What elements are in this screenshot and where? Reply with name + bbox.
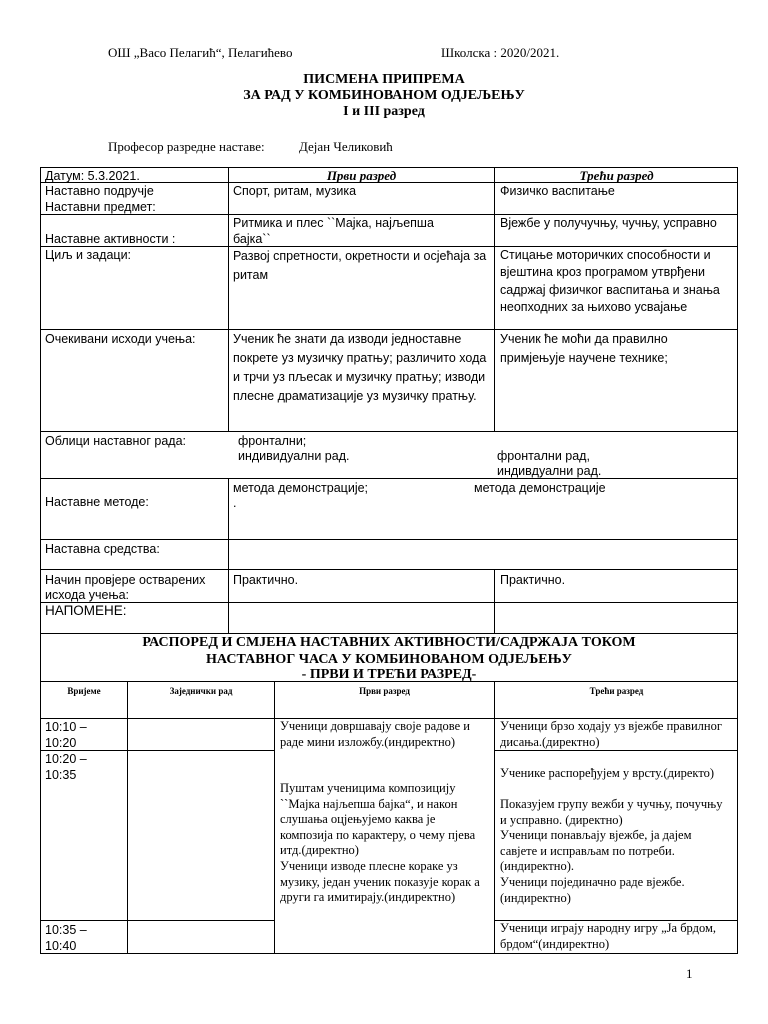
date-cell: Датум: 5.3.2021. <box>45 169 140 183</box>
grade3-activity-c: Показујем групу вежби у чучњу, почучњу и усправно. (директно) <box>500 797 723 827</box>
outcomes-grade3: Ученик ће моћи да правилно примјењује научене технике; <box>500 332 668 365</box>
check-label-line1: Начин провјере остварених <box>45 573 206 587</box>
grade1-activity-b: Пуштам ученицима композицију ``Мајка најљепша бајка“, и након слушања оцјењујемо каква је композија по карактеру, о чему пјева итд.(директно) <box>280 781 476 858</box>
goal-grade1: Развој спретности, окретности и осјећаја за ритам <box>233 249 487 282</box>
time-slot-1: 10:10 – 10:20 <box>45 720 87 750</box>
teacher-name: Дејан Челиковић <box>299 139 393 154</box>
document-title: ПИСМЕНА ПРИПРЕМА <box>303 72 465 87</box>
schedule-title-line3: - ПРВИ И ТРЕЋИ РАЗРЕД- <box>301 667 477 682</box>
grade1-activity-c: Ученици изводе плесне кораке уз музику, један ученик показује корак а други га имитирају.(индиректно) <box>280 859 480 905</box>
col-grade1-header: Први разред <box>359 686 410 696</box>
grade3-activity-a: Ученици брзо ходају уз вјежбе правилног дисања.(директно) <box>500 719 722 749</box>
school-year: Школска : 2020/2021. <box>441 45 560 60</box>
forms-grade3-a: фронтални рад, <box>497 449 590 463</box>
school-name: ОШ „Васо Пелагић“, Пелагићево <box>108 45 293 60</box>
forms-label: Облици наставног рада: <box>45 434 187 448</box>
col-grade3-header: Трећи разред <box>589 686 644 696</box>
area-label-line1: Наставно подручје <box>45 184 154 198</box>
time-slot-3: 10:35 – 10:40 <box>45 923 87 953</box>
document-subtitle: ЗА РАД У КОМБИНОВАНОМ ОДЈЕЉЕЊУ <box>243 88 525 103</box>
teacher-label: Професор разредне наставе: <box>108 139 265 154</box>
schedule-title-line2: НАСТАВНОГ ЧАСА У КОМБИНОВАНОМ ОДЈЕЉЕЊУ <box>206 652 572 667</box>
goal-grade3: Стицање моторичких способности и вјештина кроз програмом утврђени садржај физичког васпитања и знања неопходних за њихово усвајање <box>500 248 720 315</box>
grade3-header: Трећи разред <box>579 168 654 183</box>
time-slot-2: 10:20 – 10:35 <box>45 752 87 782</box>
outcomes-label: Очекивани исходи учења: <box>45 332 196 346</box>
check-grade1: Практично. <box>233 573 299 587</box>
grade3-activity-d: Ученици понављају вјежбе, ја дајем савјете и исправљам по потреби. (индиректно). <box>500 828 692 874</box>
check-grade3: Практично. <box>500 573 566 587</box>
forms-grade3-b: индивдуални рад. <box>497 464 602 478</box>
col-common-header: Заједнички рад <box>169 686 233 696</box>
check-label-line2: исхода учења: <box>45 588 130 602</box>
grade3-activity-f: Ученици играју народну игру „Ја брдом, брдом“(индиректно) <box>500 921 717 951</box>
area-label-line2: Наставни предмет: <box>45 200 156 214</box>
activities-label: Наставне активности : <box>45 232 176 246</box>
grades-line: I и III разред <box>343 104 425 119</box>
grade1-header: Први разред <box>326 168 397 183</box>
area-grade3: Физичко васпитање <box>500 184 615 198</box>
goal-label: Циљ и задаци: <box>45 248 132 262</box>
activities-grade1: Ритмика и плес ``Мајка, најљепша бајка`` <box>233 216 434 246</box>
methods-grade1-dot: . <box>233 496 237 510</box>
schedule-title-line1: РАСПОРЕД И СМЈЕНА НАСТАВНИХ АКТИВНОСТИ/САДРЖАЈА ТОКОМ <box>142 635 636 650</box>
methods-label: Наставне методе: <box>45 495 149 509</box>
grade3-activity-b: Ученике распоређујем у врсту.(директо) <box>500 766 715 780</box>
activities-grade3: Вјежбе у получучњу, чучњу, усправно <box>500 216 717 230</box>
grade3-activity-e: Ученици појединачно раде вјежбе. (индиректно) <box>500 875 685 905</box>
notes-label: НАПОМЕНЕ: <box>45 603 127 618</box>
forms-grade1-a: фронтални; <box>238 434 307 448</box>
col-time-header: Вријеме <box>67 686 101 696</box>
means-label: Наставна средства: <box>45 542 160 556</box>
methods-grade3: метода демонстрације <box>474 481 606 495</box>
outcomes-grade1: Ученик ће знати да изводи једноставне покрете уз музичку пратњу; различито хода и трчи уз пљесак и музичку пратњу; изводи плесне драматизације уз музичку пратњу. <box>233 332 487 403</box>
forms-grade1-b: индивидуални рад. <box>238 449 350 463</box>
grade1-activity-a: Ученици довршавају своје радове и раде мини изложбу.(индиректно) <box>280 719 470 749</box>
area-grade1: Спорт, ритам, музика <box>233 184 357 198</box>
methods-grade1: метода демонстрације; <box>233 481 369 495</box>
page-number: 1 <box>686 966 693 981</box>
